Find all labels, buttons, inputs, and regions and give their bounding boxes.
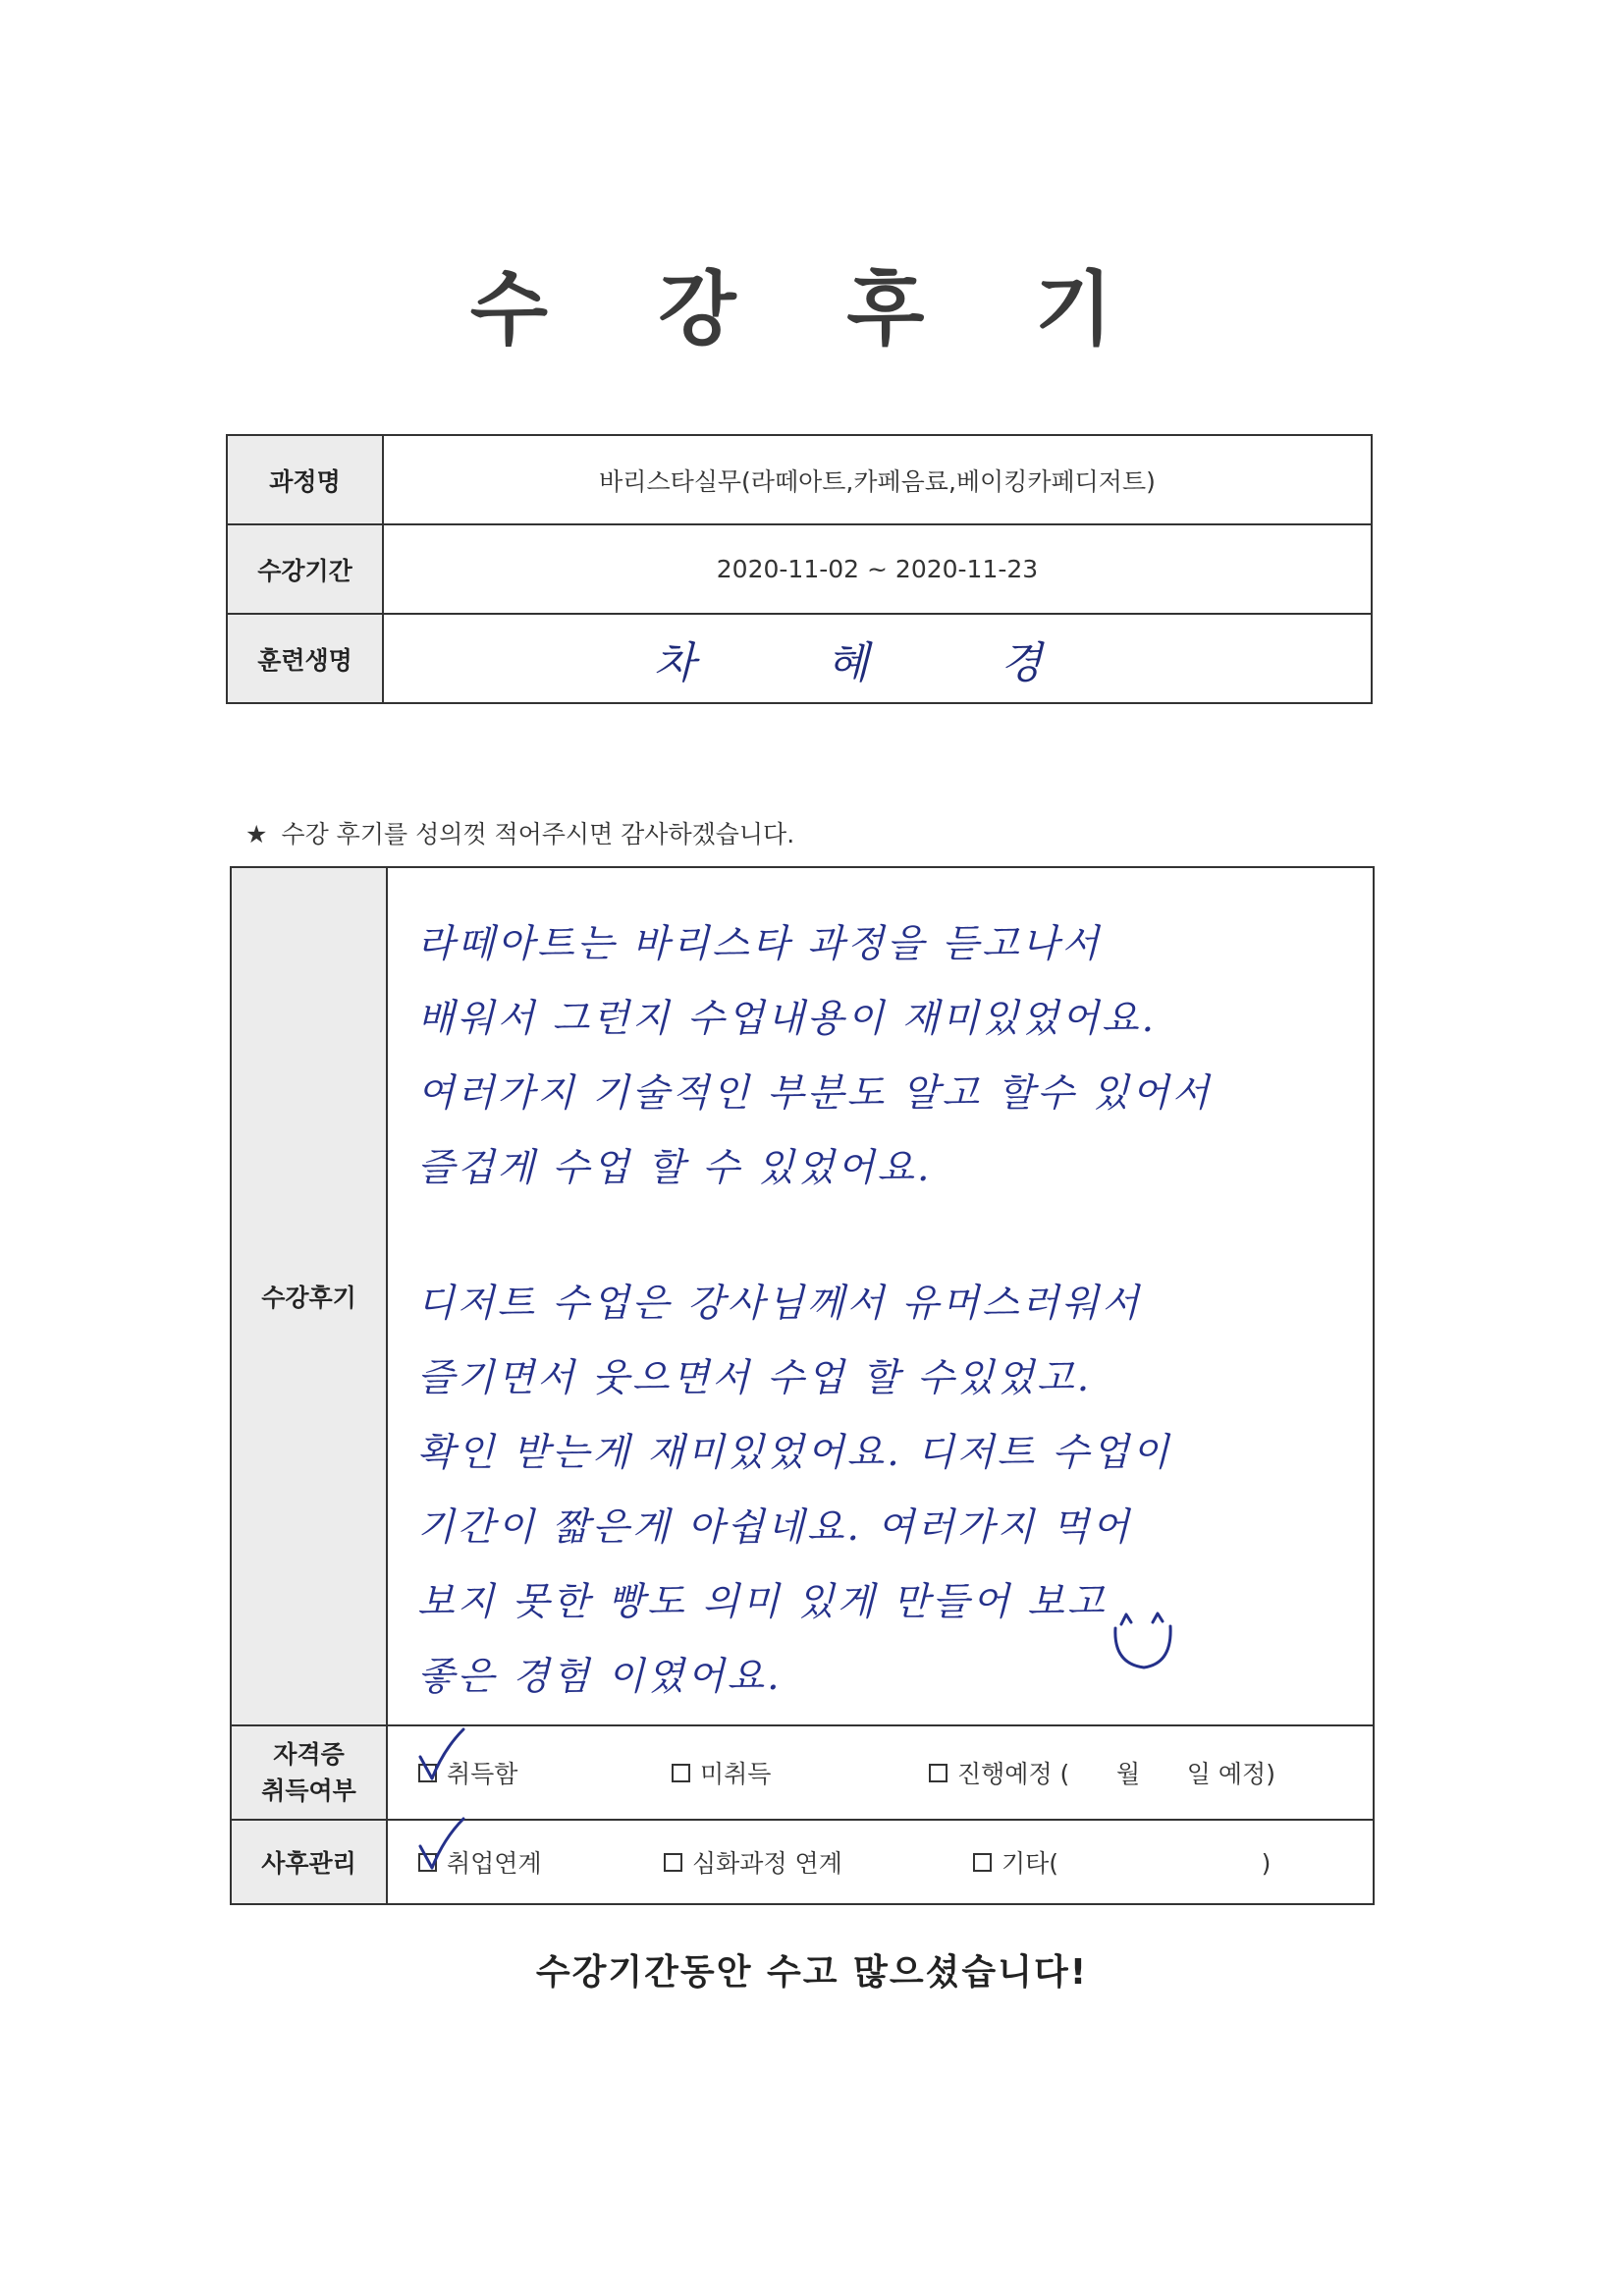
notice bbox=[245, 815, 794, 850]
closing-message: 수강기간동안 수고 많으셨습니다! bbox=[535, 1952, 1089, 1993]
course-info-table bbox=[226, 434, 1373, 704]
course-value: 바리스타실무(라떼아트,카페음료,베이킹카페디저트) bbox=[383, 435, 1372, 524]
star-icon: ★ bbox=[245, 820, 268, 848]
review-line: 라떼아트는 바리스타 과정을 듣고나서 bbox=[417, 922, 1102, 966]
review-label: 수강후기 bbox=[231, 867, 387, 1725]
review-content bbox=[387, 867, 1374, 1725]
period-label: 수강기간 bbox=[227, 524, 383, 614]
other-checkbox[interactable] bbox=[973, 1853, 992, 1872]
trainee-name-handwritten: 차 혜 경 bbox=[383, 614, 1372, 703]
aftercare-label: 사후관리 bbox=[231, 1820, 387, 1904]
certificate-label-line2: 취득여부 bbox=[261, 1777, 356, 1805]
certificate-row bbox=[231, 1725, 1374, 1820]
scheduled-option[interactable] bbox=[929, 1755, 1275, 1790]
certificate-label-line1: 자격증 bbox=[273, 1739, 345, 1769]
certificate-options bbox=[387, 1725, 1374, 1820]
other-label: 기타( ) bbox=[1001, 1849, 1272, 1878]
paragraph-gap bbox=[417, 1206, 1353, 1267]
review-line: 배워서 그런지 수업내용이 재미있었어요. bbox=[417, 997, 1158, 1041]
obtained-label: 취득함 bbox=[447, 1760, 518, 1788]
course-row bbox=[227, 435, 1372, 524]
advanced-course-checkbox[interactable] bbox=[664, 1853, 682, 1872]
review-line: 보지 못한 빵도 의미 있게 만들어 보고 bbox=[417, 1580, 1108, 1624]
trainee-label: 훈련생명 bbox=[227, 614, 383, 703]
checkmark-icon bbox=[412, 1727, 471, 1786]
review-line: 기간이 짧은게 아쉽네요. 여러가지 먹어 bbox=[417, 1505, 1132, 1550]
aftercare-row bbox=[231, 1820, 1374, 1904]
review-handwriting bbox=[388, 868, 1373, 1715]
not-obtained-option[interactable] bbox=[672, 1755, 929, 1790]
review-line: 좋은 경험 이였어요. bbox=[417, 1655, 783, 1699]
not-obtained-checkbox[interactable] bbox=[672, 1764, 690, 1782]
job-link-option[interactable] bbox=[418, 1844, 664, 1880]
course-label: 과정명 bbox=[227, 435, 383, 524]
review-line: 디저트 수업은 강사님께서 유머스러워서 bbox=[417, 1282, 1142, 1326]
scheduled-label: 진행예정 ( 월 일 예정) bbox=[957, 1760, 1275, 1788]
review-line: 여러가지 기술적인 부분도 알고 할수 있어서 bbox=[417, 1071, 1213, 1116]
checkmark-icon bbox=[412, 1817, 471, 1876]
review-line: 즐겁게 수업 할 수 있었어요. bbox=[417, 1146, 933, 1190]
not-obtained-label: 미취득 bbox=[700, 1760, 772, 1788]
obtained-option[interactable] bbox=[418, 1755, 672, 1790]
review-line: 즐기면서 웃으면서 수업 할 수있었고. bbox=[417, 1356, 1093, 1400]
advanced-course-label: 심화과정 연계 bbox=[692, 1849, 842, 1878]
notice-text: 수강 후기를 성의껏 적어주시면 감사하겠습니다. bbox=[281, 820, 795, 848]
review-row bbox=[231, 867, 1374, 1725]
review-table bbox=[230, 866, 1375, 1905]
period-row bbox=[227, 524, 1372, 614]
trainee-row bbox=[227, 614, 1372, 703]
aftercare-options bbox=[387, 1820, 1374, 1904]
period-value: 2020-11-02 ~ 2020-11-23 bbox=[383, 524, 1372, 614]
review-line: 확인 받는게 재미있었어요. 디저트 수업이 bbox=[417, 1431, 1172, 1475]
certificate-label bbox=[231, 1725, 387, 1820]
other-option[interactable] bbox=[973, 1844, 1271, 1880]
advanced-course-option[interactable] bbox=[664, 1844, 973, 1880]
scheduled-checkbox[interactable] bbox=[929, 1764, 947, 1782]
page-title: 수 강 후 기 bbox=[469, 263, 1155, 356]
smiley-icon bbox=[1110, 1605, 1178, 1673]
job-link-label: 취업연계 bbox=[447, 1849, 542, 1878]
